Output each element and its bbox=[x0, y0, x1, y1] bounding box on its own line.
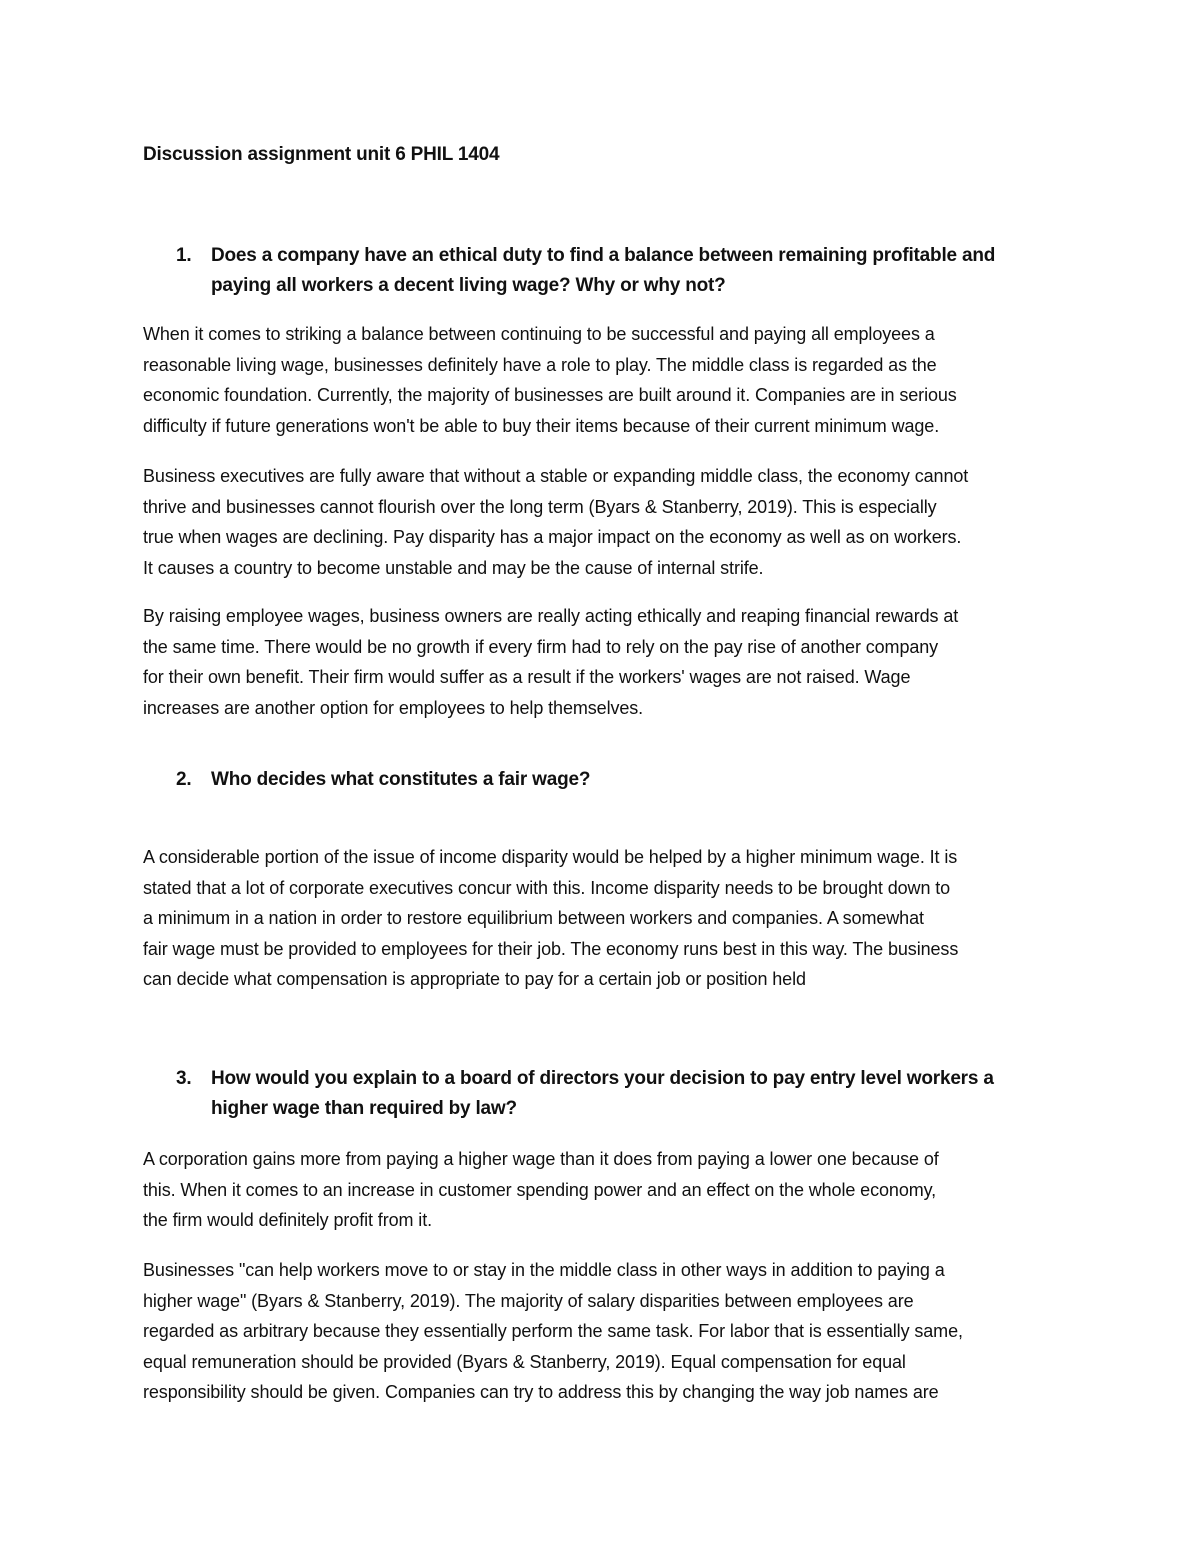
text-line: reasonable living wage, businesses definitely have a role to play. The middle class is regarded as the bbox=[143, 354, 937, 375]
text-line: fair wage must be provided to employees for their job. The economy runs best in this way. The business bbox=[143, 938, 959, 959]
question-line: How would you explain to a board of directors your decision to pay entry level workers a bbox=[211, 1068, 994, 1089]
question-line: Who decides what constitutes a fair wage? bbox=[211, 769, 591, 790]
text-line: the firm would definitely profit from it. bbox=[143, 1210, 433, 1230]
text-line: responsibility should be given. Companies can try to address this by changing the way job names are bbox=[143, 1382, 939, 1402]
text-line: When it comes to striking a balance between continuing to be successful and paying all employees a bbox=[143, 324, 935, 344]
question-line: Does a company have an ethical duty to find a balance between remaining profitable and bbox=[211, 245, 996, 266]
paragraph bbox=[143, 1255, 1073, 1408]
text-line: this. When it comes to an increase in customer spending power and an effect on the whole economy, bbox=[143, 1179, 937, 1200]
text-line: Businesses "can help workers move to or stay in the middle class in other ways in addition to paying a bbox=[143, 1260, 945, 1280]
text-line: a minimum in a nation in order to restore equilibrium between workers and companies. A somewhat bbox=[143, 908, 924, 928]
paragraph bbox=[143, 842, 1073, 995]
text-line: for their own benefit. Their firm would suffer as a result if the workers' wages are not raised. Wage bbox=[143, 667, 911, 687]
text-line: A corporation gains more from paying a higher wage than it does from paying a lower one because of bbox=[143, 1149, 939, 1169]
question-number: 3. bbox=[176, 1068, 192, 1089]
text-line: stated that a lot of corporate executives concur with this. Income disparity needs to be brought down to bbox=[143, 877, 951, 898]
question-line: higher wage than required by law? bbox=[211, 1098, 517, 1119]
question-number: 1. bbox=[176, 245, 192, 266]
text-line: difficulty if future generations won't be able to buy their items because of their current minimum wage. bbox=[143, 415, 940, 436]
question-line: paying all workers a decent living wage? Why or why not? bbox=[211, 275, 726, 296]
text-line: It causes a country to become unstable and may be the cause of internal strife. bbox=[143, 557, 764, 578]
question-number: 2. bbox=[176, 769, 192, 790]
text-line: true when wages are declining. Pay disparity has a major impact on the economy as well as on workers. bbox=[143, 527, 962, 547]
paragraph bbox=[143, 601, 1073, 723]
paragraph bbox=[143, 461, 1073, 583]
question-1 bbox=[143, 241, 1063, 301]
text-line: thrive and businesses cannot flourish over the long term (Byars & Stanberry, 2019). This is especially bbox=[143, 496, 937, 517]
document-title: Discussion assignment unit 6 PHIL 1404 bbox=[143, 144, 500, 165]
text-line: higher wage" (Byars & Stanberry, 2019). The majority of salary disparities between employees are bbox=[143, 1290, 914, 1311]
text-line: the same time. There would be no growth if every firm had to rely on the pay rise of another company bbox=[143, 636, 939, 657]
text-line: economic foundation. Currently, the majority of businesses are built around it. Companies are in serious bbox=[143, 385, 957, 405]
question-3 bbox=[143, 1064, 1063, 1124]
text-line: can decide what compensation is appropriate to pay for a certain job or position held bbox=[143, 969, 806, 989]
text-line: equal remuneration should be provided (Byars & Stanberry, 2019). Equal compensation for equal bbox=[143, 1351, 906, 1372]
text-line: regarded as arbitrary because they essentially perform the same task. For labor that is essentially same, bbox=[143, 1321, 963, 1341]
text-line: A considerable portion of the issue of income disparity would be helped by a higher minimum wage. It is bbox=[143, 847, 958, 867]
paragraph bbox=[143, 1144, 1073, 1236]
paragraph bbox=[143, 319, 1073, 441]
text-line: increases are another option for employees to help themselves. bbox=[143, 697, 644, 718]
question-2 bbox=[143, 765, 1063, 795]
text-line: By raising employee wages, business owners are really acting ethically and reaping financial rewards at bbox=[143, 606, 959, 626]
text-line: Business executives are fully aware that without a stable or expanding middle class, the economy cannot bbox=[143, 466, 969, 486]
